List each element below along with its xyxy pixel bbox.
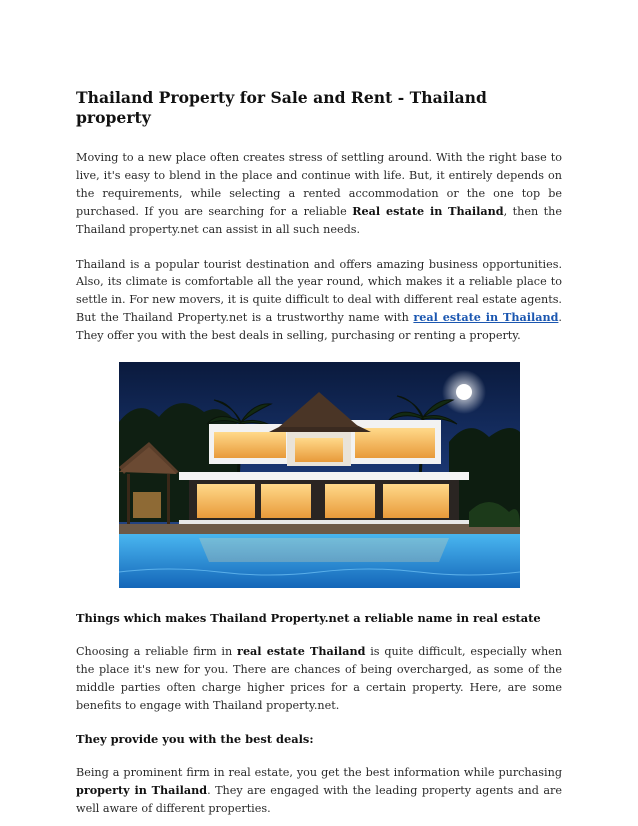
para3-text-1: Choosing a reliable firm in [76,645,238,659]
pool-reflection [199,538,449,562]
fourth-paragraph [76,764,562,818]
para4-text-1: Being a prominent firm in real estate, you get the best information while purchasing [76,765,562,779]
para2-text-1: Thailand is a popular tourist destination and offers amazing business opportunities. Also, its climate is comfortable all the year round, which makes it a reliable place to settle in. For new movers, it is quite difficult to deal with different real estate agents. But the Thailand Property.net is a trustworthy name with [76,257,562,325]
intro-text-2: , then the Thailand property.net can assist in all such needs. [76,204,562,236]
para2-text-2: . They offer you with the best deals in selling, purchasing or renting a property. [76,311,562,343]
para3-text-2: is quite difficult, especially when the place it's new for you. There are chances of being overcharged, as some of the middle parties often charge higher prices for a certain property. Here, are some benefits to engage with Thailand property.net. [76,645,562,712]
page-title: Thailand Property for Sale and Rent - Thailand property [76,88,487,127]
intro-paragraph [76,149,562,239]
para4-text-2: . They are engaged with the leading property agents and are well aware of different properties. [76,783,562,815]
section-heading: Things which makes Thailand Property.net a reliable name in real estate [76,611,541,626]
villa-photo [119,362,520,588]
second-paragraph [76,256,562,346]
intro-bold-keyword: Real estate in Thailand [352,203,504,218]
moon [456,384,472,400]
intro-text-1: Moving to a new place often creates stress of settling around. With the right base to live, it's easy to blend in the place and continue with life. But, it entirely depends on the requirements, while selecting a rented accommodation or the one top be purchased. If you are searching for a reliable [76,151,562,218]
document-page [76,88,562,817]
subsection-heading: They provide you with the best deals: [76,731,314,746]
photo-container [76,362,562,592]
third-paragraph [76,643,562,715]
real-estate-link[interactable]: real estate in Thailand [413,310,559,325]
pool-deck [119,524,520,534]
para3-bold-keyword: real estate Thailand [237,644,366,659]
para4-bold-keyword: property in Thailand [76,782,208,797]
